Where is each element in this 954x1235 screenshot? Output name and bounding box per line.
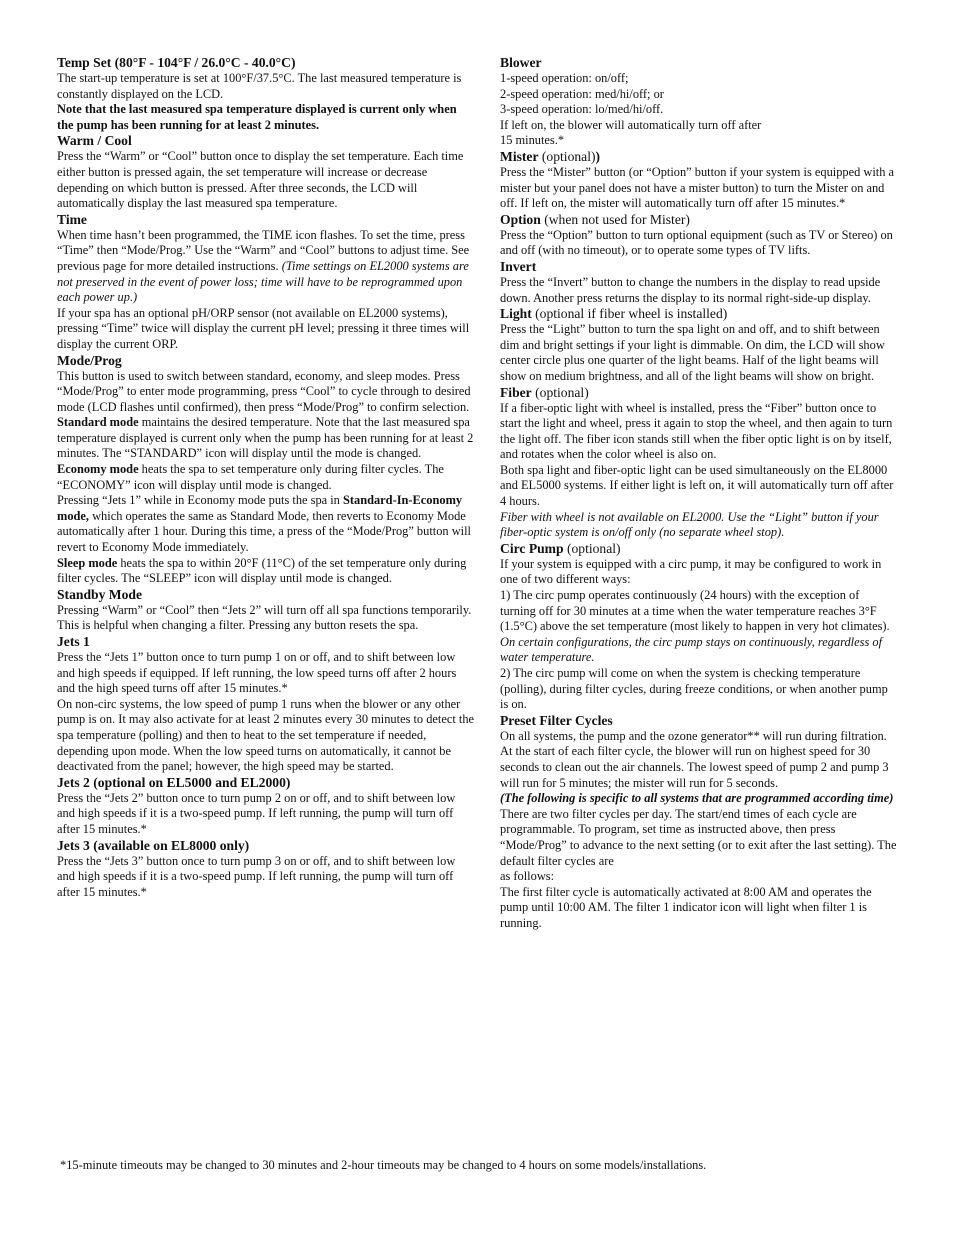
blower-line-5: 15 minutes.* xyxy=(500,133,565,148)
warm-cool-text: Press the “Warm” or “Cool” button once to display the set temperature. Each time either button is pressed again, the set temperature will increase or decrease depending on which button is pressed. After three seconds, the LCD will automatically display the last measured spa temperature. xyxy=(57,149,464,211)
circ-pump-note: (optional) xyxy=(563,540,621,556)
light-title: Light xyxy=(500,306,532,322)
circ-pump-option-2: 2) The circ pump will come on when the system is checking temperature (polling), during filter cycles, during freeze conditions, or when another pump is on. xyxy=(500,666,888,712)
filter-cycles-text: There are two filter cycles per day. The start/end times of each cycle are programmable. To program, set time as instructed above, then press “Mode/Prog” to advance to the next setting (or to exit after the last setting). The default filter cycles are xyxy=(500,806,897,868)
filter-cycles-text-end: as follows: xyxy=(500,869,555,884)
blower-line-2: 2-speed operation: med/hi/off; or xyxy=(500,86,664,101)
fiber-el2000-note: Fiber with wheel is not available on EL2000. Use the “Light” button if your fiber-optic system is on/off only (no separate wheel stop). xyxy=(500,509,879,540)
economy-mode-term: Economy mode xyxy=(57,462,139,477)
mister-heading xyxy=(500,149,897,165)
time-heading: Time xyxy=(57,211,87,227)
fiber-text: If a fiber-optic light with wheel is installed, press the “Fiber” button once to start the light and wheel, press it again to stop the wheel, and then again to turn the light off. The fiber icon stands still when the fiber optic light is on by itself, and rotates when the color wheel is also on. xyxy=(500,400,893,462)
circ-pump-option-1: 1) The circ pump operates continuously (24 hours) with the exception of turning off for 30 minutes at a time when the water temperature reaches 3°F (1.5°C) above the set temperature (most likely to happen in very hot climates). xyxy=(500,588,890,634)
mister-text: Press the “Mister” button (or “Option” button if your system is equipped with a mister but your panel does not have a mister button) to turn the Mister on and off. If left on, the mister will automatically turn off after 15 minutes.* xyxy=(500,164,895,211)
sleep-mode-text xyxy=(57,556,475,587)
mode-prog-text: This button is used to switch between standard, economy, and sleep modes. Press “Mode/Prog” to enter mode programming, press “Cool” to cycle through to desired mode (LCD flashes until confirmed), then press “Mode/Prog” to confirm selection. xyxy=(57,368,471,414)
light-text: Press the “Light” button to turn the spa light on and off, and to shift between dim and bright settings if your light is dimmable. On dim, the LCD will show center circle plus one quarter of the light beams. Half of the light beams will show on medium brightness, and all of the light beams will show on bright. xyxy=(500,322,885,383)
preset-filter-heading: Preset Filter Cycles xyxy=(500,712,613,728)
time-text-note: (Time settings on EL2000 systems are not preserved in the event of power loss; time will have to be reprogrammed upon each power up.) xyxy=(57,258,469,305)
preset-filter-text: On all systems, the pump and the ozone generator** will run during filtration. At the start of each filter cycle, the blower will run on highest speed for 30 seconds to clean out the air channels. The lowest speed of pump 2 and pump 3 will run for 5 minutes; the mister will run for 5 seconds. xyxy=(500,728,889,790)
blower-line-3: 3-speed operation: lo/med/hi/off. xyxy=(500,102,664,117)
circ-pump-config-note: On certain configurations, the circ pump stays on continuously, regardless of water temperature. xyxy=(500,634,883,665)
first-filter-cycle-text: The first filter cycle is automatically activated at 8:00 AM and operates the pump until 10:00 AM. The filter 1 indicator icon will light when filter 1 is running. xyxy=(500,884,872,930)
mister-optional-note: (optional) xyxy=(538,148,596,164)
option-heading xyxy=(500,212,897,228)
jets1-noncirc-text: On non-circ systems, the low speed of pump 1 runs when the blower or any other pump is on. It may also activate for at least 2 minutes every 30 minutes to detect the spa temperature (polling) and then to heat to the set temperature if needed, depending upon mode. When the low speed turns on automatically, it cannot be deactivated from the panel; however, the high speed may be started. xyxy=(57,696,475,774)
sleep-mode-desc: heats the spa to within 20°F (11°C) of the set temperature only during filter cycles. The “SLEEP” icon will display until mode is changed. xyxy=(57,555,467,586)
jets2-heading: Jets 2 (optional on EL5000 and EL2000) xyxy=(57,774,291,790)
standby-heading: Standby Mode xyxy=(57,586,142,602)
standard-mode-desc: maintains the desired temperature. Note that the last measured spa temperature displayed is current only when the pump has been running for at least 2 minutes. The “STANDARD” icon will display until the mode is changed. xyxy=(57,415,474,461)
sie-intro: Pressing “Jets 1” while in Economy mode puts the spa in xyxy=(57,493,343,508)
mister-paren: ) xyxy=(595,148,601,164)
option-title: Option xyxy=(500,211,541,227)
footnote: *15-minute timeouts may be changed to 30 minutes and 2-hour timeouts may be changed to 4 hours on some models/installations. xyxy=(60,1158,707,1172)
jets2-text: Press the “Jets 2” button once to turn pump 2 on or off, and to shift between low and high speeds if it is a two-speed pump. If left running, the pump will turn off after 15 minutes.* xyxy=(57,790,456,836)
economy-mode-desc: heats the spa to set temperature only during filter cycles. The “ECONOMY” icon will display until mode is changed. xyxy=(57,462,444,492)
option-note: (when not used for Mister) xyxy=(540,211,690,227)
fiber-title: Fiber xyxy=(500,384,532,400)
invert-text: Press the “Invert” button to change the numbers in the display to read upside down. Another press returns the display to its normal right-side-up display. xyxy=(500,274,881,305)
sie-term: Standard-In-Economy mode, xyxy=(57,493,463,523)
blower-line-4: If left on, the blower will automatically turn off after xyxy=(500,117,762,132)
fiber-note: (optional) xyxy=(531,384,589,400)
standard-mode-term: Standard mode xyxy=(57,415,139,430)
circ-pump-heading xyxy=(500,541,897,557)
economy-mode-text xyxy=(57,462,475,493)
circ-pump-title: Circ Pump xyxy=(500,540,564,556)
blower-line-1: 1-speed operation: on/off; xyxy=(500,71,629,85)
mode-prog-heading: Mode/Prog xyxy=(57,352,122,368)
right-column xyxy=(500,55,897,932)
light-note: (optional if fiber wheel is installed) xyxy=(531,306,728,322)
standby-text: Pressing “Warm” or “Cool” then “Jets 2” will turn off all spa functions temporarily. This is helpful when changing a filter. Pressing any button resets the spa. xyxy=(57,602,472,633)
temp-set-heading: Temp Set (80°F - 104°F / 26.0°C - 40.0°C) xyxy=(57,55,296,70)
warm-cool-heading: Warm / Cool xyxy=(57,133,132,149)
sleep-mode-term: Sleep mode xyxy=(57,555,118,570)
preset-filter-note: (The following is specific to all systems that are programmed according time) xyxy=(500,791,894,806)
option-text: Press the “Option” button to turn optional equipment (such as TV or Stereo) on and off (with no timeout), or to operate some types of TV lifts. xyxy=(500,227,893,258)
time-text xyxy=(57,228,475,306)
standard-mode-text xyxy=(57,415,475,462)
temp-set-note: Note that the last measured spa temperature displayed is current only when the pump has been running for at least 2 minutes. xyxy=(57,102,457,132)
mister-title: Mister xyxy=(500,148,539,164)
jets3-text: Press the “Jets 3” button once to turn pump 3 on or off, and to shift between low and high speeds if it is a two-speed pump. If left running, the pump will turn off after 15 minutes.* xyxy=(57,853,456,899)
jets1-heading: Jets 1 xyxy=(57,634,90,649)
jets3-heading: Jets 3 (available on EL8000 only) xyxy=(57,837,250,853)
blower-heading: Blower xyxy=(500,55,542,70)
sie-desc: which operates the same as Standard Mode, then reverts to Economy Mode automatically after 1 hour. During this time, a press of the “Mode/Prog” button will revert to Economy Mode immediately. xyxy=(57,508,471,555)
standard-in-economy-text xyxy=(57,493,475,555)
circ-pump-text: If your system is equipped with a circ pump, it may be configured to work in one of two different ways: xyxy=(500,556,882,587)
temp-set-text: The start-up temperature is set at 100°F/37.5°C. The last measured temperature is constantly displayed on the LCD. xyxy=(57,71,462,101)
ph-orp-text: If your spa has an optional pH/ORP sensor (not available on EL2000 systems), pressing “Time” twice will display the current pH level; pressing it three times will display the current ORP. xyxy=(57,305,470,351)
time-text-body: When time hasn’t been programmed, the TIME icon flashes. To set the time, press “Time” then “Mode/Prog.” Use the “Warm” and “Cool” buttons to adjust time. See previous page for more detailed instructions. xyxy=(57,227,470,273)
jets1-text: Press the “Jets 1” button once to turn pump 1 on or off, and to shift between low and high speeds if equipped. If left running, the low speed turns off after 2 hours and the high speed turns off after 15 minutes.* xyxy=(57,650,457,696)
fiber-heading xyxy=(500,385,897,401)
invert-heading: Invert xyxy=(500,258,537,274)
left-column xyxy=(57,55,475,900)
light-heading xyxy=(500,306,897,322)
fiber-simultaneous-text: Both spa light and fiber-optic light can be used simultaneously on the EL8000 and EL5000 systems. If either light is left on, it will automatically turn off after 4 hours. xyxy=(500,462,894,509)
